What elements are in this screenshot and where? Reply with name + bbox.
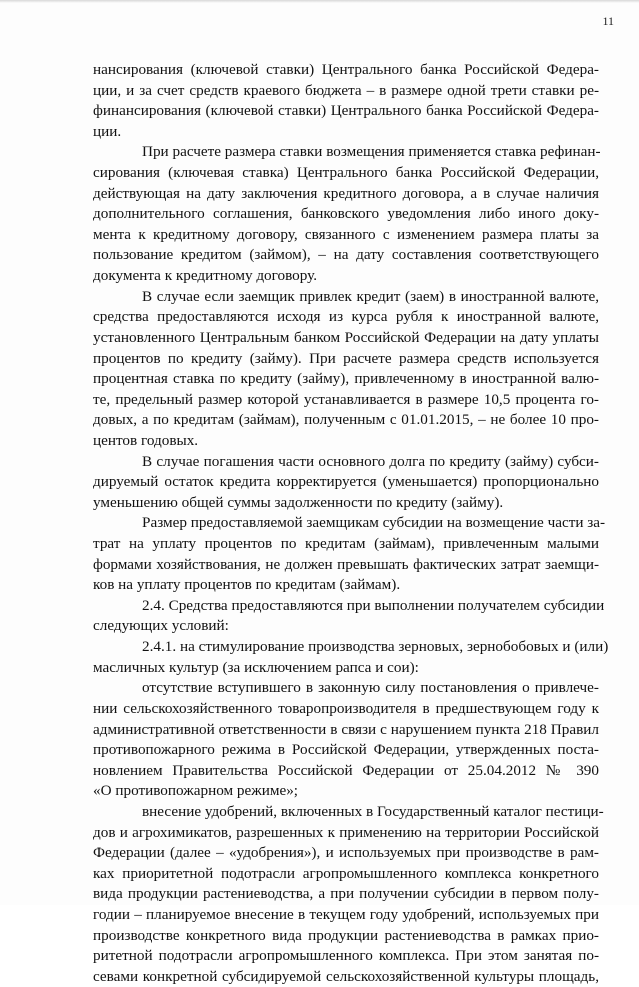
text-line: вида продукции растениеводства, а при получении субсидии в первом полу- — [93, 885, 599, 903]
text-line: следующих условий: — [93, 617, 229, 635]
page-number: 11 — [602, 14, 614, 28]
text-line: дополнительного соглашения, банковского уведомления либо иного доку- — [93, 205, 599, 223]
text-line: процентная ставка по кредиту (займу), привлеченному в иностранной валю- — [93, 370, 599, 388]
text-line: дов и агрохимикатов, разрешенных к применению на территории Российской — [93, 823, 599, 841]
text-line: «О противопожарном режиме»; — [93, 782, 299, 800]
text-line: уменьшению общей суммы задолженности по кредиту (займу). — [93, 493, 504, 511]
text-line: установленного Центральным банком Российской Федерации на дату уплаты — [93, 328, 599, 346]
text-line: ках приоритетной подотрасли агропромышленного комплекса конкретного — [93, 864, 599, 882]
body-text — [93, 60, 609, 987]
text-line: средства предоставляются исходя из курса рубля к иностранной валюте, — [93, 308, 599, 326]
text-line: нии сельскохозяйственного товаропроизводителя в предшествующем году к — [93, 699, 599, 717]
text-line: ции, и за счет средств краевого бюджета – в размере одной трети ставки ре- — [93, 81, 599, 99]
text-line: мента к кредитному договору, связанного с изменением размера платы за — [93, 225, 599, 243]
scan-edge — [0, 0, 639, 3]
text-line: ков на уплату процентов по кредитам (займам). — [93, 576, 401, 594]
paragraph-first-line: Размер предоставляемой заемщикам субсидии на возмещение части за- — [142, 514, 606, 532]
paragraph-first-line: внесение удобрений, включенных в Государственный каталог пестици- — [142, 802, 604, 820]
text-line: новлением Правительства Российской Федерации от 25.04.2012 № 390 — [93, 761, 599, 779]
text-line: сирования (ключевая ставка) Центрального банка Российской Федерации, — [93, 164, 599, 182]
text-line: севами конкретной субсидируемой сельскохозяйственной культуры площадь, — [93, 967, 599, 985]
text-line: довых, а по кредитам (займам), полученным с 01.01.2015, – не более 10 про- — [93, 411, 599, 429]
text-line: ции. — [93, 122, 122, 140]
paragraph-first-line: В случае если заемщик привлек кредит (заем) в иностранной валюте, — [142, 287, 599, 305]
text-line: финансирования (ключевой ставки) Центрального банка Российской Федера- — [93, 102, 599, 120]
text-line: административной ответственности в связи с нарушением пункта 218 Правил — [93, 720, 599, 738]
text-line: действующая на дату заключения кредитного договора, а в случае наличия — [93, 184, 599, 202]
paragraph-first-line: отсутствие вступившего в законную силу постановления о привлече- — [142, 679, 599, 697]
text-line: масличных культур (за исключением рапса и сои): — [93, 658, 419, 676]
text-line: нансирования (ключевой ставки) Центрального банка Российской Федера- — [93, 61, 599, 78]
text-line: те, предельный размер которой устанавливается в размере 10,5 процента го- — [93, 390, 599, 408]
text-line: ритетной подотрасли агропромышленного комплекса. При этом занятая по- — [93, 947, 599, 965]
text-line: трат на уплату процентов по кредитам (займам), привлеченным малыми — [93, 535, 599, 553]
text-line: Федерации (далее – «удобрения»), и используемых при производстве в рам- — [93, 844, 599, 862]
text-line: пользование кредитом (займом), – на дату составления соответствующего — [93, 246, 599, 264]
text-line: годии – планируемое внесение в текущем году удобрений, используемых при — [93, 905, 599, 923]
text-line: центов годовых. — [93, 431, 199, 449]
paragraph-first-line: При расчете размера ставки возмещения применяется ставка рефинан- — [142, 143, 601, 161]
paragraph-first-line: 2.4.1. на стимулирование производства зерновых, зернобобовых и (или) — [142, 638, 609, 656]
text-line: дируемый остаток кредита корректируется (уменьшается) пропорционально — [93, 473, 599, 491]
text-line: производстве конкретного вида продукции растениеводства в рамках прио- — [93, 926, 599, 944]
paragraph-first-line: 2.4. Средства предоставляются при выполнении получателем субсидии — [142, 596, 605, 614]
paragraph-first-line: В случае погашения части основного долга по кредиту (займу) субси- — [142, 452, 599, 470]
text-line: процентов по кредиту (займу). При расчете размера средств используется — [93, 349, 599, 367]
text-line: документа к кредитному договору. — [93, 267, 318, 285]
text-line: противопожарного режима в Российской Федерации, утвержденных поста- — [93, 741, 599, 759]
text-line: формами хозяйствования, не должен превышать фактических затрат заемщи- — [93, 555, 599, 573]
